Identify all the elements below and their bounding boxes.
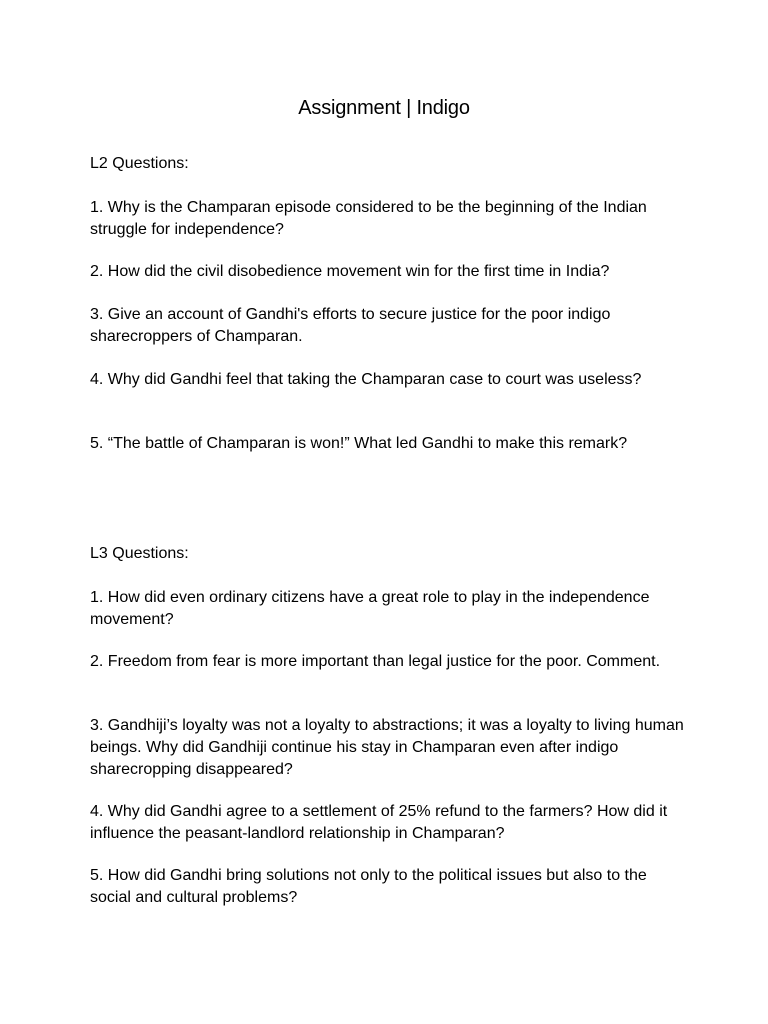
section-heading-l3: L3 Questions: bbox=[90, 545, 189, 562]
question-item: 3. Gandhiji’s loyalty was not a loyalty to abstractions; it was a loyalty to living human beings. Why did Gandhiji continue his stay in Champaran even after indigo sharecropping disappeared? bbox=[90, 717, 684, 778]
page-title: Assignment | Indigo bbox=[298, 97, 470, 119]
question-item: 3. Give an account of Gandhi's efforts to secure justice for the poor indigo sharecroppers of Champaran. bbox=[90, 306, 611, 345]
question-item: 5. “The battle of Champaran is won!” What led Gandhi to make this remark? bbox=[90, 435, 628, 452]
question-item: 1. How did even ordinary citizens have a great role to play in the independence movement? bbox=[90, 589, 650, 628]
question-item: 2. How did the civil disobedience movement win for the first time in India? bbox=[90, 263, 610, 280]
question-item: 5. How did Gandhi bring solutions not only to the political issues but also to the social and cultural problems? bbox=[90, 867, 647, 906]
question-item: 1. Why is the Champaran episode considered to be the beginning of the Indian struggle for independence? bbox=[90, 199, 647, 238]
question-item: 2. Freedom from fear is more important than legal justice for the poor. Comment. bbox=[90, 653, 661, 670]
question-item: 4. Why did Gandhi agree to a settlement of 25% refund to the farmers? How did it influence the peasant-landlord relationship in Champaran? bbox=[90, 803, 668, 842]
section-heading-l2: L2 Questions: bbox=[90, 155, 189, 172]
question-item: 4. Why did Gandhi feel that taking the Champaran case to court was useless? bbox=[90, 371, 642, 388]
